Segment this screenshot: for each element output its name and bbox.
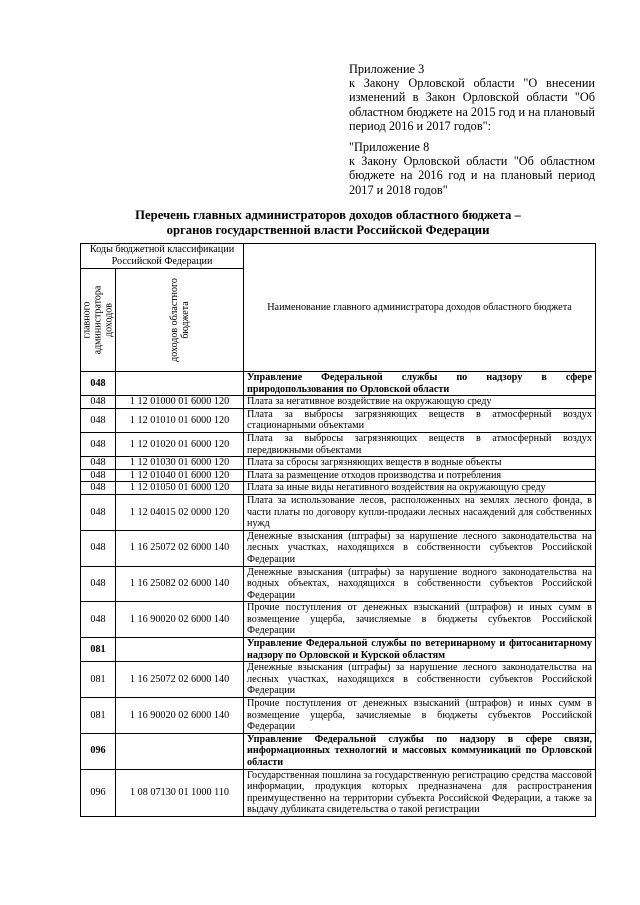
income-code-cell: 1 16 90020 02 6000 140	[116, 698, 244, 734]
admin-code-cell: 096	[81, 769, 116, 816]
header-codes-group: Коды бюджетной классификации Российской Федерации	[81, 244, 244, 269]
table-row	[81, 566, 596, 602]
admin-code-cell: 048	[81, 530, 116, 566]
table-row	[81, 396, 596, 409]
admin-name-cell: Плата за размещение отходов производства и потребления	[244, 469, 596, 482]
table-row	[81, 372, 596, 396]
income-code-cell: 1 12 04015 02 0000 120	[116, 494, 244, 530]
admin-code-cell: 048	[81, 457, 116, 470]
admin-code-cell: 048	[81, 432, 116, 456]
header-admin-name: Наименование главного администратора доходов областного бюджета	[244, 244, 596, 372]
admin-code-cell: 081	[81, 662, 116, 698]
income-code-cell: 1 16 25072 02 6000 140	[116, 662, 244, 698]
header-income-code-label: доходов областного бюджета	[168, 278, 191, 362]
income-code-cell: 1 12 01050 01 6000 120	[116, 482, 244, 495]
admin-name-cell: Плата за выбросы загрязняющих веществ в атмосферный воздух стационарными объектами	[244, 408, 596, 432]
income-code-cell: 1 16 90020 02 6000 140	[116, 602, 244, 638]
admin-name-cell: Плата за иные виды негативного воздействия на окружающую среду	[244, 482, 596, 495]
admin-code-cell: 048	[81, 408, 116, 432]
income-code-cell	[116, 372, 244, 396]
table-row	[81, 432, 596, 456]
income-code-cell: 1 12 01020 01 6000 120	[116, 432, 244, 456]
admin-code-cell: 048	[81, 372, 116, 396]
income-code-cell	[116, 733, 244, 769]
admin-code-cell: 048	[81, 566, 116, 602]
header-admin-code-label: главного администратора доходов	[81, 285, 115, 355]
income-code-cell: 1 08 07130 01 1000 110	[116, 769, 244, 816]
admin-code-cell: 096	[81, 733, 116, 769]
title-line-2: органов государственной власти Российской Федерации	[166, 223, 490, 237]
table-row	[81, 482, 596, 495]
header-income-code	[116, 269, 244, 372]
admin-name-cell: Денежные взыскания (штрафы) за нарушение лесного законодательства на лесных участках, находящихся в собственности субъектов Российской Федерации	[244, 662, 596, 698]
document-title	[60, 208, 596, 238]
income-code-cell: 1 12 01000 01 6000 120	[116, 396, 244, 409]
table-row	[81, 638, 596, 662]
admin-name-cell: Плата за использование лесов, расположенных на землях лесного фонда, в части платы по договору купли-продажи лесных насаждений для собственных нужд	[244, 494, 596, 530]
table-row	[81, 530, 596, 566]
income-code-cell: 1 16 25072 02 6000 140	[116, 530, 244, 566]
table-row	[81, 469, 596, 482]
admin-name-cell: Плата за выбросы загрязняющих веществ в атмосферный воздух передвижными объектами	[244, 432, 596, 456]
appendix-8-text: к Закону Орловской области "Об областном бюджете на 2016 год и на плановый период 2017 и 2018 годов"	[349, 154, 595, 197]
admin-code-cell: 048	[81, 469, 116, 482]
appendix-3-title: Приложение 3	[349, 62, 425, 76]
income-code-cell: 1 12 01040 01 6000 120	[116, 469, 244, 482]
admin-code-cell: 048	[81, 602, 116, 638]
admin-name-cell: Государственная пошлина за государственную регистрацию средства массовой информации, продукция которых предназначена для распространения преимущественно на территории субъекта Российской Федерации, а также за выдачу дубликата свидетельства о такой регистрации	[244, 769, 596, 816]
admin-name-cell: Прочие поступления от денежных взысканий (штрафов) и иных сумм в возмещение ущерба, зачисляемые в бюджеты субъектов Российской Федерации	[244, 602, 596, 638]
admin-code-cell: 081	[81, 698, 116, 734]
table-row	[81, 662, 596, 698]
admin-name-cell: Управление Федеральной службы по надзору в сфере связи, информационных технологий и массовых коммуникаций по Орловской области	[244, 733, 596, 769]
appendix-8-title: "Приложение 8	[349, 140, 430, 155]
table-row	[81, 408, 596, 432]
title-line-1: Перечень главных администраторов доходов областного бюджета –	[135, 208, 521, 222]
income-code-cell: 1 16 25082 02 6000 140	[116, 566, 244, 602]
admin-name-cell: Управление Федеральной службы по ветеринарному и фитосанитарному надзору по Орловской и Курской областям	[244, 638, 596, 662]
table-row	[81, 602, 596, 638]
administrators-table	[80, 243, 596, 817]
table-row	[81, 494, 596, 530]
admin-code-cell: 048	[81, 494, 116, 530]
admin-name-cell: Плата за негативное воздействие на окружающую среду	[244, 396, 596, 409]
admin-name-cell: Прочие поступления от денежных взысканий (штрафов) и иных сумм в возмещение ущерба, зачисляемые в бюджеты субъектов Российской Федерации	[244, 698, 596, 734]
table-row	[81, 698, 596, 734]
admin-name-cell: Управление Федеральной службы по надзору в сфере природопользования по Орловской области	[244, 372, 596, 396]
income-code-cell	[116, 638, 244, 662]
table-row	[81, 769, 596, 816]
admin-code-cell: 048	[81, 396, 116, 409]
header-admin-code	[81, 269, 116, 372]
appendix-3-text: к Закону Орловской области "О внесении изменений в Закон Орловской области "Об областном бюджете на 2015 год и на плановый период 2016 и 2017 годов":	[349, 76, 595, 133]
income-code-cell: 1 12 01030 01 6000 120	[116, 457, 244, 470]
appendix-block	[349, 62, 595, 197]
admin-name-cell: Денежные взыскания (штрафы) за нарушение водного законодательства на водных объектах, находящихся в собственности субъектов Российской Федерации	[244, 566, 596, 602]
admin-name-cell: Плата за сбросы загрязняющих веществ в водные объекты	[244, 457, 596, 470]
admin-name-cell: Денежные взыскания (штрафы) за нарушение лесного законодательства на лесных участках, находящихся в собственности субъектов Российской Федерации	[244, 530, 596, 566]
admin-code-cell: 048	[81, 482, 116, 495]
admin-code-cell: 081	[81, 638, 116, 662]
table-row	[81, 733, 596, 769]
income-code-cell: 1 12 01010 01 6000 120	[116, 408, 244, 432]
table-row	[81, 457, 596, 470]
